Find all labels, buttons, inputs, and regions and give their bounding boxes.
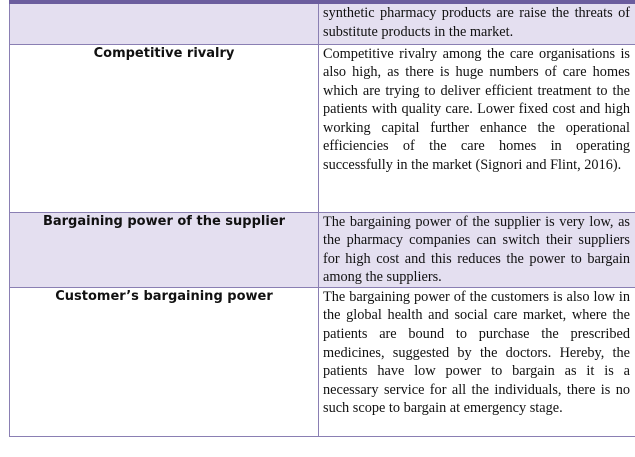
factor-label: Bargaining power of the supplier — [42, 213, 286, 229]
table-row — [10, 44, 635, 212]
factor-cell — [10, 212, 319, 287]
description-cell — [319, 287, 635, 436]
factor-label: Customer’s bargaining power — [55, 288, 273, 304]
factor-cell — [10, 287, 319, 436]
factor-cell — [10, 2, 319, 44]
table-row — [10, 287, 635, 436]
description-text: The bargaining power of the customers is also low in the global health and social care market, where the patients are bound to purchase the prescribed medicines, suggested by the doctors. Hereby, the patients have low power to bargain as it is a necessary service for all the individuals, there is no such scope to bargain at emergency stage. — [323, 288, 630, 417]
factor-label: Competitive rivalry — [93, 45, 235, 61]
description-cell — [319, 212, 635, 287]
table-row — [10, 2, 635, 44]
description-cell — [319, 44, 635, 212]
porters-five-forces-table — [9, 0, 635, 437]
factor-cell — [10, 44, 319, 212]
description-text: Competitive rivalry among the care organisations is also high, as there is huge numbers of care homes which are trying to deliver efficient treatment to the patients with quality care. Lower fixed cost and high working capital further enhance the operational efficiencies of the care homes in operating successfully in the market (Signori and Flint, 2016). — [323, 45, 630, 174]
description-text: The bargaining power of the supplier is very low, as the pharmacy companies can switch their suppliers for high cost and this reduces the power to bargain among the suppliers. — [323, 213, 630, 286]
table-row — [10, 212, 635, 287]
description-text: synthetic pharmacy products are raise the threats of substitute products in the market. — [323, 5, 630, 40]
description-cell — [319, 2, 635, 44]
